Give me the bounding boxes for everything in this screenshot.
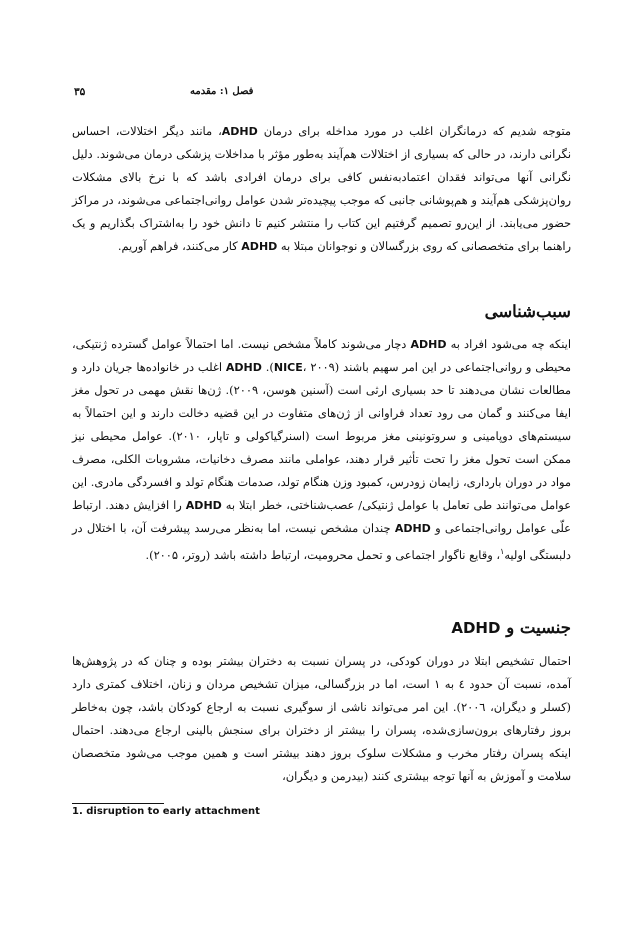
adhd-term: ADHD bbox=[221, 125, 258, 138]
text-run: ، وقایع ناگوار اجتماعی و تحمل محرومیت، ارتباط داشته باشد (روتر، ۲۰۰۵). bbox=[145, 547, 501, 562]
citation-term: NICE bbox=[273, 361, 303, 374]
text-run: کار می‌کنند، فراهم آوریم. bbox=[117, 239, 242, 253]
text-run: ، مانند دیگر اختلالات، احساس نگرانی دارند، در حالی که بسیاری از اختلالات هم‌آیند به‌طور مؤثر با مداخلات پزشکی درمان می‌شوند. دلیل نگرانی آنها می‌تواند فقدان اعتمادبه‌نفس کافی برای درمان افرادی باشد که با نرخ بالای مشکلات روان‌پزشکی هم‌آیند و هم‌پوشانی جانبی که موجب پیچیده‌تر شدن عوامل روانی‌اجتماعی می‌شوند، در مراکز حضور می‌یابند. از این‌رو تصمیم گرفتیم این کتاب را منتشر کنیم تا دانش خود را به‌اشتراک بگذاریم و یک راهنما برای متخصصانی که روی بزرگسالان و نوجوانان مبتلا به bbox=[72, 124, 571, 253]
footnote-reference: ۱ bbox=[500, 547, 505, 556]
chapter-title: فصل ۱: مقدمه bbox=[190, 86, 254, 97]
adhd-term: ADHD bbox=[225, 361, 262, 374]
text-run: اغلب در خانواده‌ها جریان دارد و مطالعات نشان می‌دهند تا حد بسیاری ارثی است (آسنین هوسن، ۲۰۰۹). ژن‌ها نقش مهمی در تحول مغز ایفا می‌کنند و گمان می رود تعداد فراوانی از ژن‌های متفاوت در این قضیه دخالت دارند و این احتمالاً به سیستم‌های دوپامینی و سروتونینی مغز مربوط است (اسنرگیاکولی و تاپار، ۲۰۱۰). عوامل محیطی نیز ممکن است تحول مغز را تحت تأثیر قرار دهند، عواملی مانند مصرف دخانیات، مشروبات الکلی، مصرف مواد در دوران بارداری، زایمان زودرس، کمبود وزن هنگام تولد، صدمات هنگام تولد و افسردگی مادری. این عوامل می‌توانند طی تعامل با عوامل ژنتیکی/ عصب‌شناختی، خطر ابتلا به bbox=[72, 360, 572, 512]
gender-paragraph bbox=[72, 650, 571, 788]
footnote-separator bbox=[72, 803, 164, 804]
adhd-term: ADHD bbox=[410, 338, 447, 351]
heading-text: جنسیت و bbox=[500, 618, 571, 637]
adhd-term: ADHD bbox=[451, 619, 501, 637]
intro-paragraph bbox=[72, 120, 571, 258]
text-run: دچار می‌شوند کاملاً مشخص نیست. اما احتمالاً عوامل گسترده ژنتیکی، محیطی و روانی‌اجتماعی در این امر سهیم باشند ( bbox=[72, 337, 571, 374]
section-heading-gender bbox=[451, 618, 571, 638]
footnote: 1. disruption to early attachment bbox=[72, 806, 260, 817]
etiology-paragraph bbox=[72, 333, 571, 567]
gender-text: احتمال تشخیص ابتلا در دوران کودکی، در پسران نسبت به دختران بیشتر بوده و چنان که در پژوهش‌ها آمده، نسبت آن حدود ٤ به ١ است، اما در بزرگسالی، میزان تشخیص مردان و زنان، اختلاف کمتری دارد (کسلر و دیگران، ۲۰۰٦). این امر می‌تواند ناشی از سوگیری نسبت به ارجاع کودکان باشد، چون به‌خاطر بروز رفتارهای برون‌سازی‌شده، پسران را بیشتر از دختران برای سنجش بالینی ارجاع می‌دهند. احتمال اینکه پسران رفتار مخرب و مشکلات سلوک بروز دهند بیشتر است و همین موجب می‌شود متخصصان سلامت و آموزش به آنها توجه بیشتری کنند (بیدرمن و دیگران، bbox=[72, 654, 571, 783]
page-number: ۳۵ bbox=[74, 86, 86, 98]
etiology-text bbox=[72, 333, 571, 567]
text-run: اینکه چه می‌شود افراد به bbox=[446, 337, 571, 351]
adhd-term: ADHD bbox=[241, 240, 278, 253]
section-heading-etiology: سبب‌شناسی bbox=[484, 302, 571, 321]
intro-text bbox=[72, 120, 571, 258]
adhd-term: ADHD bbox=[185, 499, 222, 512]
text-run: متوجه شدیم که درمانگران اغلب در مورد مداخله برای درمان bbox=[257, 124, 571, 138]
adhd-term: ADHD bbox=[394, 522, 431, 535]
text-run: چندان مشخص نیست، اما به‌نظر می‌رسد پیشرفت آن، با اختلال در دلبستگی اولیه bbox=[72, 521, 571, 562]
text-run: را افزایش دهند. ارتباط علّی عوامل روانی‌اجتماعی و bbox=[72, 498, 571, 535]
text-run: ، ۲۰۰۹). bbox=[261, 360, 335, 374]
running-header bbox=[70, 86, 568, 102]
